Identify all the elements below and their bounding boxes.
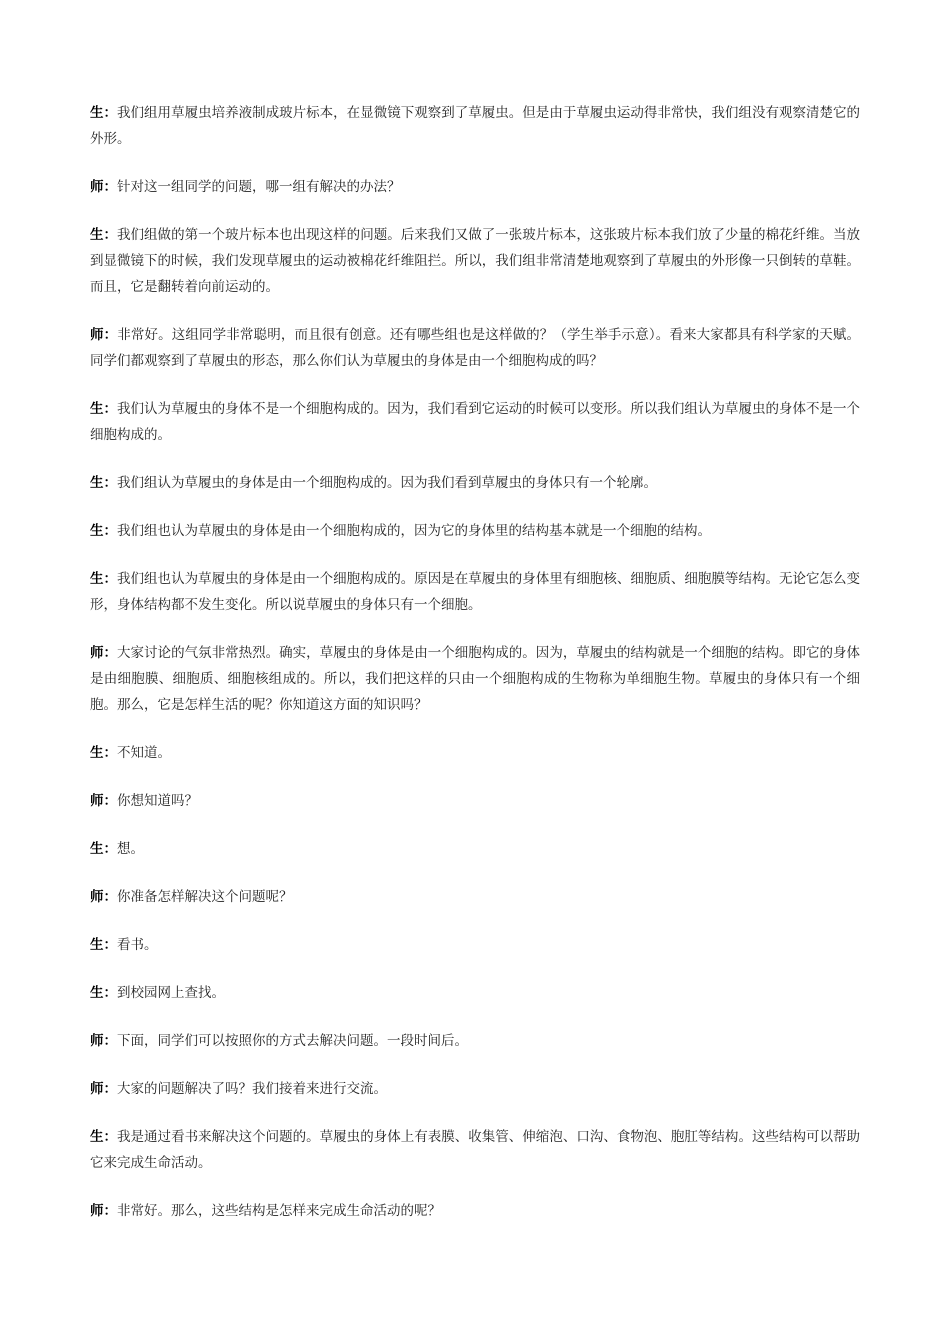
dialogue-line [90,932,860,958]
dialogue-line [90,322,860,374]
dialogue-text: 我们组用草履虫培养液制成玻片标本，在显微镜下观察到了草履虫。但是由于草履虫运动得非常快，我们组没有观察清楚它的外形。 [90,105,861,147]
dialogue-line [90,518,860,544]
speaker-label: 生： [90,475,117,491]
dialogue-text: 针对这一组同学的问题，哪一组有解决的办法？ [117,179,401,195]
speaker-label: 生： [90,401,118,417]
speaker-label: 师： [90,793,117,809]
speaker-label: 生： [90,937,117,953]
dialogue-line [90,884,860,910]
dialogue-line [90,740,860,766]
speaker-label: 生： [90,841,117,857]
dialogue-line [90,1124,860,1176]
speaker-label: 生： [90,571,118,587]
speaker-label: 生： [90,1129,118,1145]
dialogue-text: 你想知道吗？ [117,793,198,809]
speaker-label: 师： [90,889,117,905]
dialogue-text: 大家的问题解决了吗？我们接着来进行交流。 [117,1081,387,1097]
dialogue-text: 非常好。这组同学非常聪明，而且很有创意。还有哪些组也是这样做的？（学生举手示意）。看来大家都具有科学家的天赋。同学们都观察到了草履虫的形态，那么你们认为草履虫的身体是由一个细胞构成的吗？ [90,327,861,369]
dialogue-text: 不知道。 [117,745,171,761]
speaker-label: 生： [90,227,118,243]
dialogue-line [90,396,860,448]
dialogue-line [90,1076,860,1102]
speaker-label: 生： [90,985,117,1001]
dialogue-text: 我是通过看书来解决这个问题的。草履虫的身体上有表膜、收集管、伸缩泡、口沟、食物泡、胞肛等结构。这些结构可以帮助它来完成生命活动。 [90,1129,861,1171]
dialogue-text: 大家讨论的气氛非常热烈。确实，草履虫的身体是由一个细胞构成的。因为，草履虫的结构就是一个细胞的结构。即它的身体是由细胞膜、细胞质、细胞核组成的。所以，我们把这样的只由一个细胞构成的生物称为单细胞生物。草履虫的身体只有一个细胞。那么，它是怎样生活的呢？你知道这方面的知识吗？ [90,645,861,713]
dialogue-text: 想。 [117,841,144,857]
dialogue-line [90,1198,860,1224]
dialogue-line [90,100,860,152]
dialogue-text: 我们组做的第一个玻片标本也出现这样的问题。后来我们又做了一张玻片标本，这张玻片标本我们放了少量的棉花纤维。当放到显微镜下的时候，我们发现草履虫的运动被棉花纤维阻拦。所以，我们组非常清楚地观察到了草履虫的外形像一只倒转的草鞋。而且，它是翻转着向前运动的。 [90,227,861,295]
dialogue-line [90,788,860,814]
dialogue-text: 我们组也认为草履虫的身体是由一个细胞构成的，因为它的身体里的结构基本就是一个细胞的结构。 [117,523,711,539]
speaker-label: 师： [90,1203,117,1219]
dialogue-line [90,980,860,1006]
dialogue-text: 下面，同学们可以按照你的方式去解决问题。一段时间后。 [117,1033,468,1049]
speaker-label: 师： [90,645,118,661]
speaker-label: 师： [90,1033,117,1049]
dialogue-line [90,836,860,862]
speaker-label: 生： [90,745,117,761]
speaker-label: 生： [90,105,118,121]
speaker-label: 师： [90,1081,117,1097]
dialogue-line [90,640,860,718]
speaker-label: 师： [90,179,117,195]
dialogue-line [90,222,860,300]
dialogue-text: 我们认为草履虫的身体不是一个细胞构成的。因为，我们看到它运动的时候可以变形。所以我们组认为草履虫的身体不是一个细胞构成的。 [90,401,861,443]
speaker-label: 师： [90,327,118,343]
dialogue-text: 你准备怎样解决这个问题呢？ [117,889,293,905]
dialogue-text: 到校园网上查找。 [117,985,225,1001]
dialogue-text: 看书。 [117,937,158,953]
dialogue-line [90,1028,860,1054]
dialogue-line [90,470,860,496]
dialogue-line [90,174,860,200]
speaker-label: 生： [90,523,117,539]
dialogue-text: 非常好。那么，这些结构是怎样来完成生命活动的呢？ [117,1203,441,1219]
dialogue-text: 我们组也认为草履虫的身体是由一个细胞构成的。原因是在草履虫的身体里有细胞核、细胞质、细胞膜等结构。无论它怎么变形，身体结构都不发生变化。所以说草履虫的身体只有一个细胞。 [90,571,861,613]
dialogue-line [90,566,860,618]
document-body [90,100,860,1246]
dialogue-text: 我们组认为草履虫的身体是由一个细胞构成的。因为我们看到草履虫的身体只有一个轮廓。 [117,475,657,491]
